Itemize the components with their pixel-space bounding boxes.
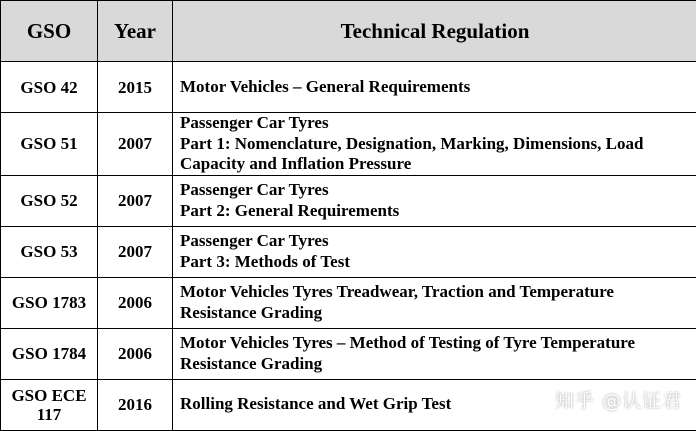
regulation-line: Resistance Grading xyxy=(180,354,693,375)
table-header-row xyxy=(1,1,696,62)
gso-cell xyxy=(1,379,98,430)
year-cell: 2006 xyxy=(98,328,173,379)
gso-cell: GSO 51 xyxy=(1,113,98,176)
table-row xyxy=(1,62,696,113)
gso-line: GSO ECE xyxy=(1,386,97,405)
regulation-cell xyxy=(173,277,696,328)
header-year: Year xyxy=(98,1,173,62)
regulation-line: Part 3: Methods of Test xyxy=(180,252,693,273)
year-cell: 2016 xyxy=(98,379,173,430)
regulation-line: Resistance Grading xyxy=(180,303,693,324)
regulation-line: Capacity and Inflation Pressure xyxy=(180,154,693,175)
regulation-line: Passenger Car Tyres xyxy=(180,231,693,252)
table-row xyxy=(1,226,696,277)
regulation-cell xyxy=(173,226,696,277)
regulation-cell xyxy=(173,175,696,226)
table-row xyxy=(1,328,696,379)
table-row xyxy=(1,379,696,430)
regulation-line: Motor Vehicles – General Requirements xyxy=(180,77,693,98)
year-cell: 2007 xyxy=(98,226,173,277)
table-row xyxy=(1,113,696,176)
table-row xyxy=(1,277,696,328)
regulation-line: Motor Vehicles Tyres Treadwear, Traction and Temperature xyxy=(180,282,693,303)
year-cell: 2006 xyxy=(98,277,173,328)
regulation-line: Rolling Resistance and Wet Grip Test xyxy=(180,394,693,415)
regulation-line: Part 1: Nomenclature, Designation, Marking, Dimensions, Load xyxy=(180,134,693,155)
regulation-cell xyxy=(173,62,696,113)
year-cell: 2015 xyxy=(98,62,173,113)
regulation-line: Passenger Car Tyres xyxy=(180,180,693,201)
table-row xyxy=(1,175,696,226)
regulation-line: Motor Vehicles Tyres – Method of Testing of Tyre Temperature xyxy=(180,333,693,354)
regulation-cell xyxy=(173,328,696,379)
header-technical-regulation: Technical Regulation xyxy=(173,1,696,62)
header-gso: GSO xyxy=(1,1,98,62)
gso-cell: GSO 53 xyxy=(1,226,98,277)
gso-cell: GSO 42 xyxy=(1,62,98,113)
year-cell: 2007 xyxy=(98,113,173,176)
regulation-cell xyxy=(173,379,696,430)
gso-cell: GSO 52 xyxy=(1,175,98,226)
watermark: 知乎 @认证君 xyxy=(555,386,682,413)
regulation-line: Part 2: General Requirements xyxy=(180,201,693,222)
regulation-cell xyxy=(173,113,696,176)
regulation-line: Passenger Car Tyres xyxy=(180,113,693,134)
gso-line: 117 xyxy=(1,405,97,424)
gso-cell: GSO 1784 xyxy=(1,328,98,379)
year-cell: 2007 xyxy=(98,175,173,226)
gso-cell: GSO 1783 xyxy=(1,277,98,328)
